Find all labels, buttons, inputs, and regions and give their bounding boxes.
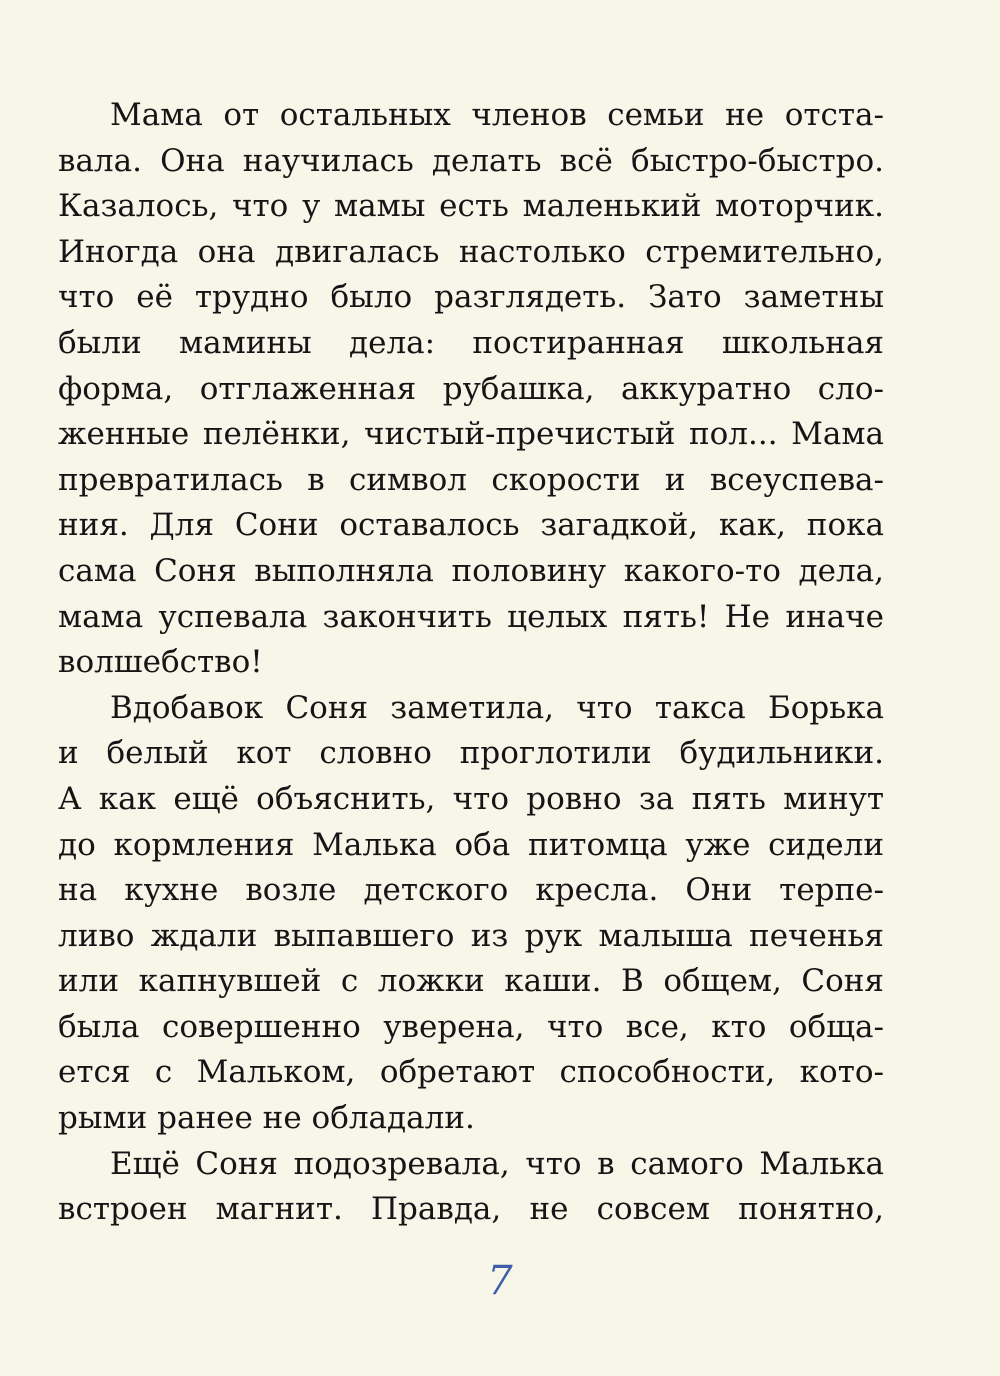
text-line: или капнувшей с ложки каши. В общем, Соня xyxy=(58,963,884,1000)
text-line: на кухне возле детского кресла. Они терпе- xyxy=(58,872,884,909)
text-line: и белый кот словно проглотили будильники. xyxy=(58,735,884,772)
text-line: женные пелёнки, чистый-пречистый пол... Мама xyxy=(58,416,884,453)
text-line: что её трудно было разглядеть. Зато заметны xyxy=(58,279,884,316)
text-line: Иногда она двигалась настолько стремительно, xyxy=(58,233,884,270)
text-line: волшебство! xyxy=(58,644,263,681)
text-line: рыми ранее не обладали. xyxy=(58,1100,475,1137)
text-line: вала. Она научилась делать всё быстро-быстро. xyxy=(58,142,884,179)
body-text xyxy=(58,93,884,1233)
text-line: были мамины дела: постиранная школьная xyxy=(58,324,884,361)
text-line: Мама от остальных членов семьи не отста- xyxy=(110,97,884,133)
text-line: превратилась в символ скорости и всеуспева- xyxy=(58,461,884,498)
text-line: до кормления Малька оба питомца уже сидели xyxy=(58,826,884,863)
text-line: Казалось, что у мамы есть маленький моторчик. xyxy=(58,188,884,225)
text-line: Вдобавок Соня заметила, что такса Борька xyxy=(110,689,884,726)
text-line: ливо ждали выпавшего из рук малыша печенья xyxy=(58,917,884,954)
text-line: сама Соня выполняла половину какого-то дела, xyxy=(58,552,884,589)
text-line: мама успевала закончить целых пять! Не иначе xyxy=(58,598,884,635)
page-number: 7 xyxy=(487,1258,513,1304)
text-line: встроен магнит. Правда, не совсем понятно, xyxy=(58,1191,884,1228)
text-line: А как ещё объяснить, что ровно за пять минут xyxy=(58,780,884,817)
text-line: была совершенно уверена, что все, кто обща- xyxy=(58,1008,884,1045)
text-line: Ещё Соня подозревала, что в самого Малька xyxy=(110,1145,884,1182)
text-line: форма, отглаженная рубашка, аккуратно сло- xyxy=(58,370,884,407)
text-line: ется с Мальком, обретают способности, кото- xyxy=(58,1054,884,1091)
text-line: ния. Для Сони оставалось загадкой, как, пока xyxy=(58,507,884,544)
